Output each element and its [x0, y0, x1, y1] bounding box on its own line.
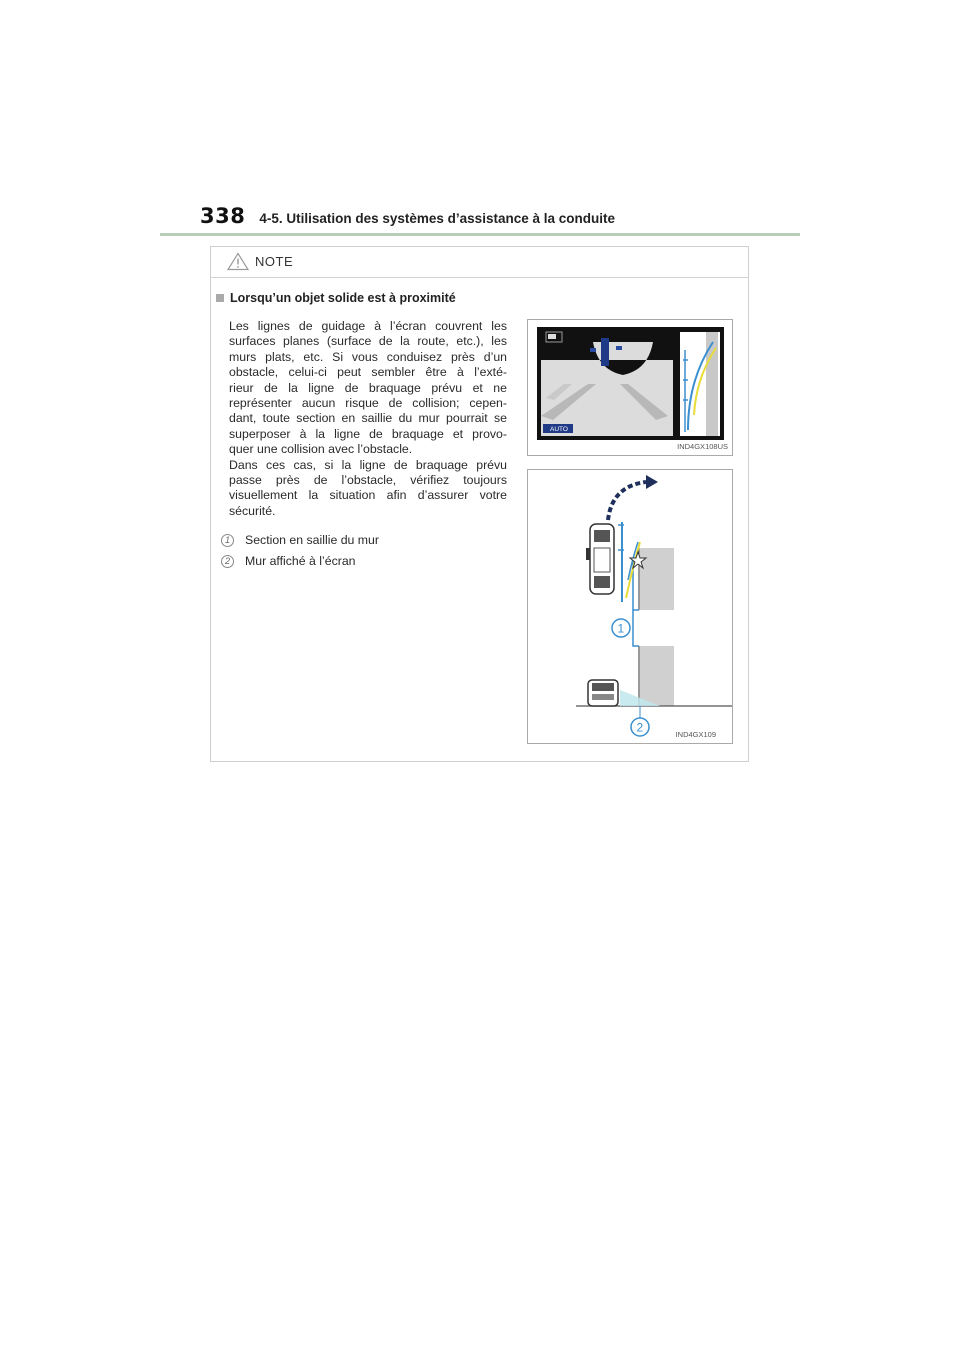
paragraph-line: quer une collision avec l’obstacle.	[229, 442, 413, 457]
paragraph-line: obstacle, celui-ci peut sembler être à l’exté-	[229, 365, 507, 380]
header-rule	[160, 233, 800, 236]
figure-code-2: IND4GX109	[675, 730, 716, 739]
paragraph-line: rieur de la ligne de braquage prévu et ne	[229, 380, 507, 395]
page-header	[200, 204, 615, 228]
legend-text-2: Mur affiché à l’écran	[245, 554, 356, 568]
note-paragraph	[229, 319, 507, 519]
paragraph-line: sécurité.	[229, 503, 276, 518]
callout-number-2: 2	[221, 555, 234, 568]
screen-auto-label: AUTO	[550, 426, 568, 433]
camera-screen-figure	[527, 319, 733, 456]
page-number: 338	[200, 204, 246, 228]
legend-item-1	[221, 533, 379, 547]
paragraph-line: représenter aucun risque de collision; cepen-	[229, 396, 507, 411]
callout-number-1: 1	[221, 534, 234, 547]
subheading-text: Lorsqu’un objet solide est à proximité	[230, 291, 456, 305]
warning-triangle-icon	[227, 252, 249, 271]
paragraph-line: murs plats, etc. Si vous conduisez près d’un	[229, 349, 507, 364]
note-subheading	[216, 291, 456, 305]
paragraph-line: surfaces planes (surface de la route, etc.), les	[229, 334, 507, 349]
paragraph-line: visuellement la situation afin d’assurer votre	[229, 488, 507, 503]
camera-screen-illustration	[528, 320, 732, 455]
diagram-callout-1: 1	[617, 621, 625, 636]
note-label: NOTE	[255, 254, 294, 269]
paragraph-line: dant, toute section en saillie du mur pourrait se	[229, 411, 507, 426]
diagram-callout-2: 2	[636, 720, 644, 735]
overhead-diagram-figure	[527, 469, 733, 744]
paragraph-line: superposer à la ligne de braquage et provo-	[229, 426, 507, 441]
overhead-diagram-illustration	[528, 470, 732, 743]
figure-code-1: IND4GX108US	[677, 442, 728, 451]
note-header	[211, 247, 748, 278]
paragraph-line: Les lignes de guidage à l’écran couvrent les	[229, 319, 507, 333]
section-title: 4-5. Utilisation des systèmes d’assistance à la conduite	[259, 211, 615, 226]
note-box	[210, 246, 749, 762]
legend-text-1: Section en saillie du mur	[245, 533, 379, 547]
paragraph-line: Dans ces cas, si la ligne de braquage prévu	[229, 457, 507, 472]
paragraph-line: passe près de l’obstacle, vérifiez toujours	[229, 473, 507, 488]
bullet-square-icon	[216, 294, 224, 302]
legend-item-2	[221, 554, 356, 568]
